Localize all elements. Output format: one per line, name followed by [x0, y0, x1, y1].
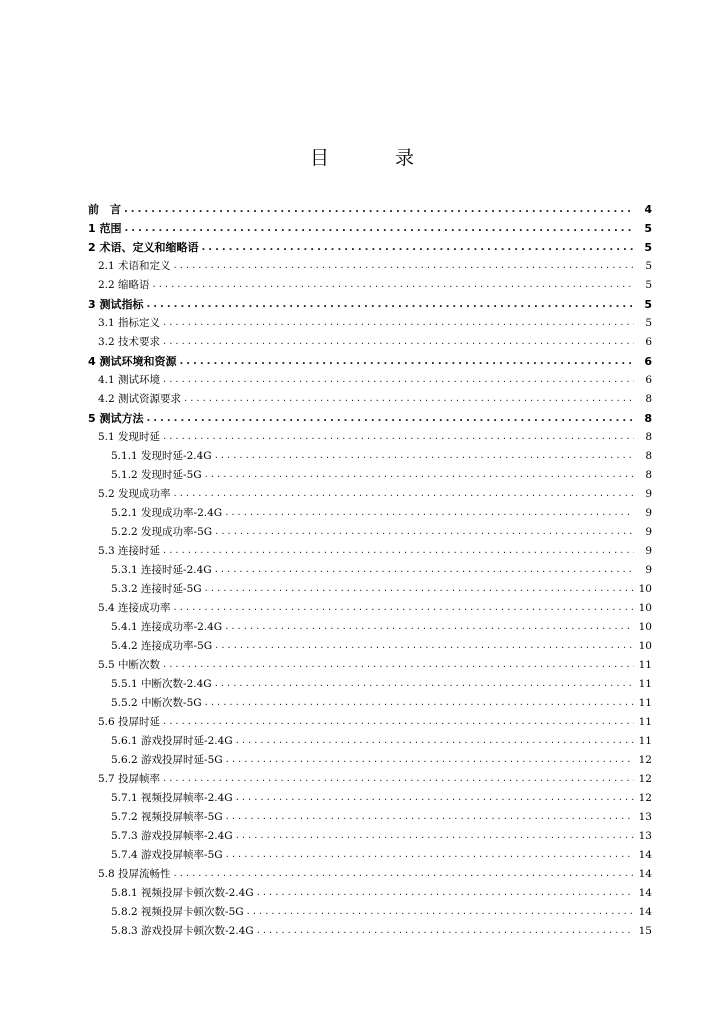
toc-entry-label: 2.1 术语和定义: [98, 260, 171, 272]
toc-entry-label: 5.6.1 游戏投屏时延-2.4G: [111, 735, 233, 747]
toc-leader-dots: [184, 389, 634, 408]
page-title: 目 录: [309, 147, 445, 169]
toc-leader-dots: [205, 693, 634, 712]
toc-entry-label: 5.1.2 发现时延-5G: [111, 469, 202, 481]
toc-entry-page-number: 14: [638, 906, 652, 918]
toc-entry[interactable]: [88, 884, 652, 903]
toc-entry-page-number: 13: [638, 811, 652, 823]
toc-leader-dots: [257, 883, 634, 902]
toc-entry-label: 3.2 技术要求: [98, 336, 161, 348]
toc-leader-dots: [174, 256, 634, 275]
toc-entry-label: 5.2.2 发现成功率-5G: [111, 526, 213, 538]
toc-entry-label: 5.7.3 游戏投屏帧率-2.4G: [111, 830, 233, 842]
toc-leader-dots: [247, 902, 634, 921]
toc-entry[interactable]: [88, 352, 652, 371]
toc-entry-page-number: 5: [644, 241, 652, 254]
toc-leader-dots: [163, 712, 634, 731]
toc-entry[interactable]: [88, 789, 652, 808]
toc-entry-label: 5.6 投屏时延: [98, 716, 161, 728]
toc-entry-label: 3 测试指标: [88, 298, 144, 311]
toc-entry-label: 5.7.4 游戏投屏帧率-5G: [111, 849, 223, 861]
toc-entry[interactable]: [88, 694, 652, 713]
toc-entry[interactable]: [88, 922, 652, 941]
toc-entry-label: 5.7 投屏帧率: [98, 773, 161, 785]
toc-entry[interactable]: [88, 504, 652, 523]
toc-leader-dots: [153, 275, 634, 294]
toc-entry-page-number: 6: [645, 336, 652, 348]
toc-entry-label: 5.7.1 视频投屏帧率-2.4G: [111, 792, 233, 804]
toc-leader-dots: [215, 674, 634, 693]
toc-entry[interactable]: [88, 580, 652, 599]
toc-entry-page-number: 15: [638, 925, 652, 937]
toc-leader-dots: [215, 522, 634, 541]
toc-leader-dots: [163, 332, 634, 351]
toc-entry-page-number: 11: [638, 678, 652, 690]
toc-leader-dots: [226, 845, 634, 864]
toc-leader-dots: [124, 219, 634, 238]
toc-entry-page-number: 14: [638, 849, 652, 861]
toc-entry[interactable]: [88, 219, 652, 238]
toc-entry-label: 5.8 投屏流畅性: [98, 868, 171, 880]
toc-entry-page-number: 14: [638, 868, 652, 880]
toc-entry[interactable]: [88, 732, 652, 751]
toc-entry-page-number: 11: [638, 735, 652, 747]
toc-entry-label: 5.5.1 中断次数-2.4G: [111, 678, 212, 690]
toc-entry[interactable]: [88, 485, 652, 504]
toc-entry-page-number: 10: [638, 621, 652, 633]
toc-leader-dots: [174, 484, 634, 503]
toc-leader-dots: [179, 352, 634, 371]
toc-entry[interactable]: [88, 770, 652, 789]
table-of-contents: [88, 200, 652, 941]
toc-entry[interactable]: [88, 827, 652, 846]
toc-entry[interactable]: [88, 713, 652, 732]
toc-entry-page-number: 12: [638, 754, 652, 766]
toc-entry-label: 5 测试方法: [88, 412, 144, 425]
toc-entry-label: 前 言: [88, 203, 121, 216]
toc-entry[interactable]: [88, 865, 652, 884]
toc-entry-label: 5.5.2 中断次数-5G: [111, 697, 202, 709]
toc-leader-dots: [163, 427, 634, 446]
toc-entry-page-number: 9: [645, 545, 652, 557]
toc-entry-label: 5.6.2 游戏投屏时延-5G: [111, 754, 223, 766]
toc-entry-page-number: 8: [644, 412, 652, 425]
toc-entry-label: 4 测试环境和资源: [88, 355, 177, 368]
toc-entry-page-number: 5: [645, 317, 652, 329]
toc-leader-dots: [163, 655, 634, 674]
toc-entry-page-number: 9: [645, 526, 652, 538]
toc-entry-label: 5.1.1 发现时延-2.4G: [111, 450, 212, 462]
toc-entry[interactable]: [88, 637, 652, 656]
toc-entry-page-number: 10: [638, 583, 652, 595]
toc-entry[interactable]: [88, 523, 652, 542]
toc-entry[interactable]: [88, 599, 652, 618]
toc-entry-label: 5.2 发现成功率: [98, 488, 171, 500]
toc-entry-page-number: 12: [638, 792, 652, 804]
toc-leader-dots: [163, 370, 634, 389]
toc-leader-dots: [215, 636, 634, 655]
toc-entry[interactable]: [88, 751, 652, 770]
toc-leader-dots: [146, 295, 634, 314]
toc-entry-page-number: 4: [644, 203, 652, 216]
toc-entry-label: 2 术语、定义和缩略语: [88, 241, 199, 254]
toc-entry[interactable]: [88, 257, 652, 276]
toc-entry-label: 5.3.2 连接时延-5G: [111, 583, 202, 595]
toc-entry-page-number: 9: [645, 507, 652, 519]
toc-entry[interactable]: [88, 808, 652, 827]
toc-entry[interactable]: [88, 675, 652, 694]
toc-entry[interactable]: [88, 656, 652, 675]
toc-entry-page-number: 12: [638, 773, 652, 785]
toc-leader-dots: [201, 238, 634, 257]
toc-entry-page-number: 5: [645, 260, 652, 272]
toc-entry[interactable]: [88, 561, 652, 580]
toc-entry-page-number: 10: [638, 602, 652, 614]
toc-entry[interactable]: [88, 618, 652, 637]
toc-entry-page-number: 11: [638, 697, 652, 709]
toc-entry[interactable]: [88, 447, 652, 466]
toc-entry-page-number: 8: [645, 431, 652, 443]
toc-entry[interactable]: [88, 846, 652, 865]
toc-entry-page-number: 5: [644, 298, 652, 311]
toc-leader-dots: [226, 807, 634, 826]
toc-entry-label: 4.2 测试资源要求: [98, 393, 182, 405]
toc-leader-dots: [225, 503, 634, 522]
toc-entry-label: 3.1 指标定义: [98, 317, 161, 329]
toc-leader-dots: [205, 579, 634, 598]
toc-entry-page-number: 5: [644, 222, 652, 235]
toc-leader-dots: [124, 200, 634, 219]
toc-entry-page-number: 11: [638, 716, 652, 728]
toc-entry-page-number: 14: [638, 887, 652, 899]
toc-entry-label: 5.4.2 连接成功率-5G: [111, 640, 213, 652]
toc-leader-dots: [163, 769, 634, 788]
toc-entry-page-number: 6: [645, 374, 652, 386]
toc-entry-label: 5.7.2 视频投屏帧率-5G: [111, 811, 223, 823]
toc-entry-label: 5.4.1 连接成功率-2.4G: [111, 621, 223, 633]
toc-leader-dots: [146, 409, 634, 428]
toc-leader-dots: [215, 446, 634, 465]
toc-entry-label: 1 范围: [88, 222, 122, 235]
toc-entry-page-number: 8: [645, 450, 652, 462]
toc-leader-dots: [174, 598, 634, 617]
toc-entry-label: 5.4 连接成功率: [98, 602, 171, 614]
toc-entry-page-number: 13: [638, 830, 652, 842]
toc-leader-dots: [205, 465, 634, 484]
toc-entry-page-number: 8: [645, 393, 652, 405]
toc-entry-page-number: 11: [638, 659, 652, 671]
toc-leader-dots: [236, 826, 634, 845]
toc-entry[interactable]: [88, 333, 652, 352]
toc-entry[interactable]: [88, 200, 652, 219]
toc-entry-label: 5.8.3 游戏投屏卡顿次数-2.4G: [111, 925, 254, 937]
toc-leader-dots: [257, 921, 634, 940]
toc-entry[interactable]: [88, 314, 652, 333]
toc-entry-label: 5.2.1 发现成功率-2.4G: [111, 507, 223, 519]
toc-entry-label: 5.3.1 连接时延-2.4G: [111, 564, 212, 576]
toc-entry[interactable]: [88, 371, 652, 390]
toc-leader-dots: [163, 313, 634, 332]
toc-entry-label: 5.8.1 视频投屏卡顿次数-2.4G: [111, 887, 254, 899]
toc-entry-label: 4.1 测试环境: [98, 374, 161, 386]
toc-entry-label: 5.1 发现时延: [98, 431, 161, 443]
toc-leader-dots: [226, 750, 634, 769]
toc-entry-page-number: 10: [638, 640, 652, 652]
toc-entry-label: 5.8.2 视频投屏卡顿次数-5G: [111, 906, 244, 918]
toc-entry-page-number: 9: [645, 488, 652, 500]
toc-entry[interactable]: [88, 390, 652, 409]
toc-entry-page-number: 8: [645, 469, 652, 481]
toc-entry-label: 5.5 中断次数: [98, 659, 161, 671]
toc-entry-label: 2.2 缩略语: [98, 279, 150, 291]
toc-entry[interactable]: [88, 238, 652, 257]
toc-leader-dots: [236, 731, 634, 750]
toc-entry[interactable]: [88, 542, 652, 561]
toc-leader-dots: [174, 864, 634, 883]
toc-leader-dots: [236, 788, 634, 807]
toc-entry[interactable]: [88, 428, 652, 447]
toc-entry-page-number: 5: [645, 279, 652, 291]
toc-entry-page-number: 6: [644, 355, 652, 368]
toc-entry-page-number: 9: [645, 564, 652, 576]
toc-entry[interactable]: [88, 903, 652, 922]
toc-entry[interactable]: [88, 466, 652, 485]
toc-entry[interactable]: [88, 295, 652, 314]
toc-leader-dots: [215, 560, 634, 579]
toc-entry[interactable]: [88, 409, 652, 428]
toc-entry[interactable]: [88, 276, 652, 295]
toc-leader-dots: [225, 617, 634, 636]
toc-leader-dots: [163, 541, 634, 560]
toc-entry-label: 5.3 连接时延: [98, 545, 161, 557]
